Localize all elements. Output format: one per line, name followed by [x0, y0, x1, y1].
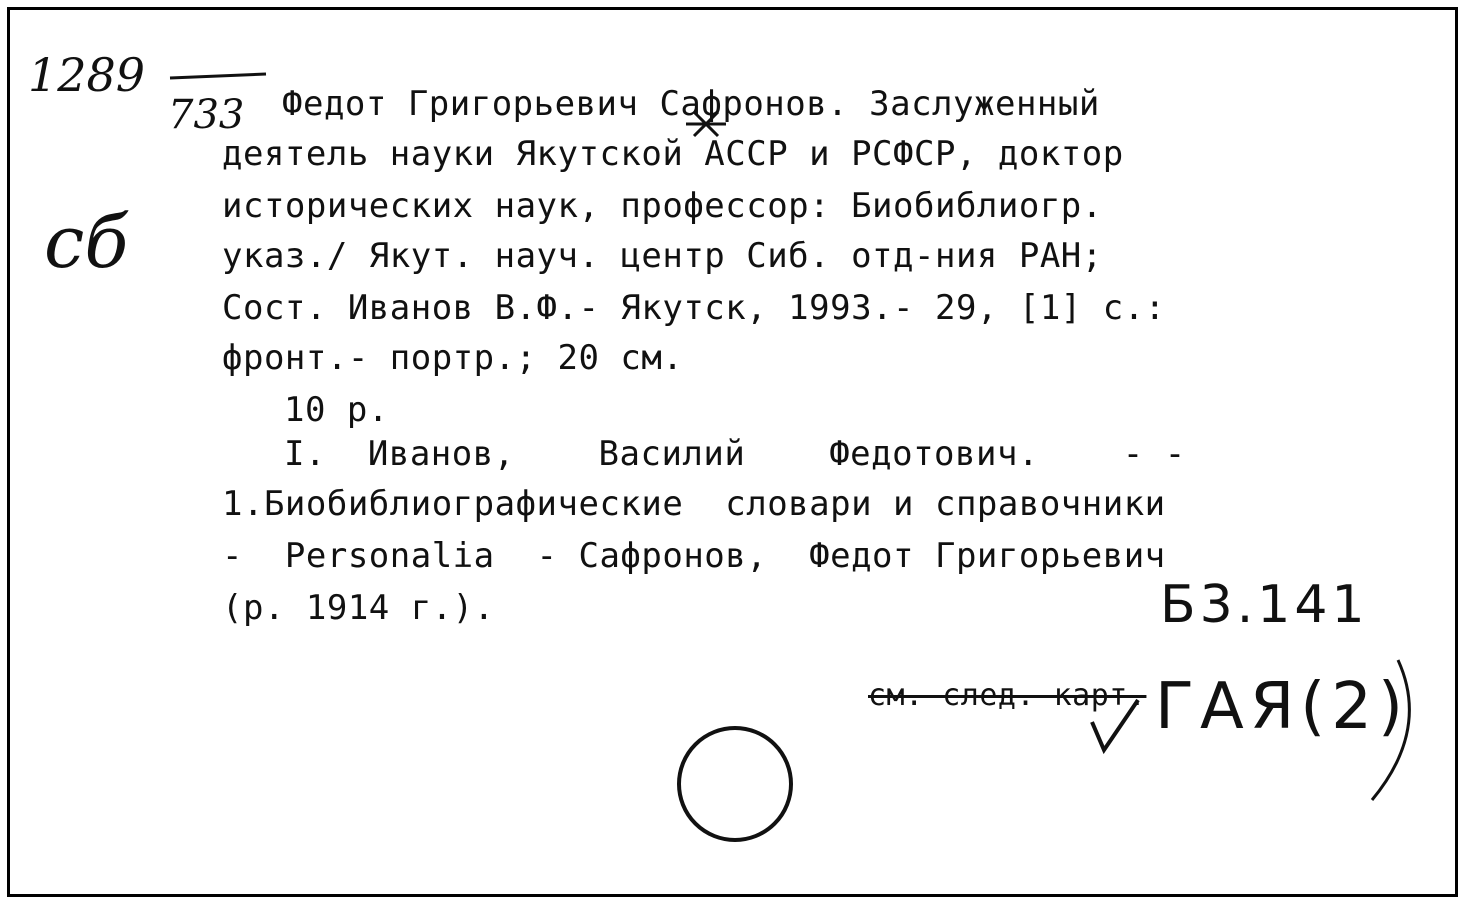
tracing-line-2: 1.Биобиблиографические словари и справочники: [222, 484, 1166, 524]
record-line-3: исторических наук, профессор: Биобиблиогр.: [222, 186, 1103, 226]
see-next-card-note: см. след. карт.: [868, 678, 1147, 713]
record-line-1: Федот Григорьевич Сафронов. Заслуженный: [282, 84, 1100, 124]
tracing-line-3: - Personalia - Сафронов, Федот Григорьевич: [222, 536, 1166, 576]
handwritten-call-number-top: 1289: [28, 48, 146, 102]
record-line-2: деятель науки Якутской АССР и РСФСР, доктор: [222, 134, 1124, 174]
punch-hole-circle: [679, 728, 791, 840]
call-number-rule: [170, 74, 266, 78]
tracing-line-1: I. Иванов, Василий Федотович. - -: [284, 434, 1186, 474]
handwritten-shelf-mark: Б3.141: [1160, 575, 1369, 635]
check-mark: [1092, 700, 1138, 750]
price: 10 р.: [284, 390, 389, 430]
handwritten-note: ГАЯ(2): [1155, 670, 1409, 744]
asterisk-mark: [686, 112, 726, 136]
tracing-line-4: (р. 1914 г.).: [222, 588, 495, 628]
handwritten-call-number-bottom: 733: [168, 92, 245, 138]
handwritten-abbrev: сб: [44, 200, 129, 284]
record-line-6: фронт.- портр.; 20 см.: [222, 338, 684, 378]
record-line-4: указ./ Якут. науч. центр Сиб. отд-ния РАН;: [222, 236, 1103, 276]
bracket-mark: [1372, 660, 1409, 800]
record-line-5: Сост. Иванов В.Ф.- Якутск, 1993.- 29, [1] с.:: [222, 288, 1166, 328]
